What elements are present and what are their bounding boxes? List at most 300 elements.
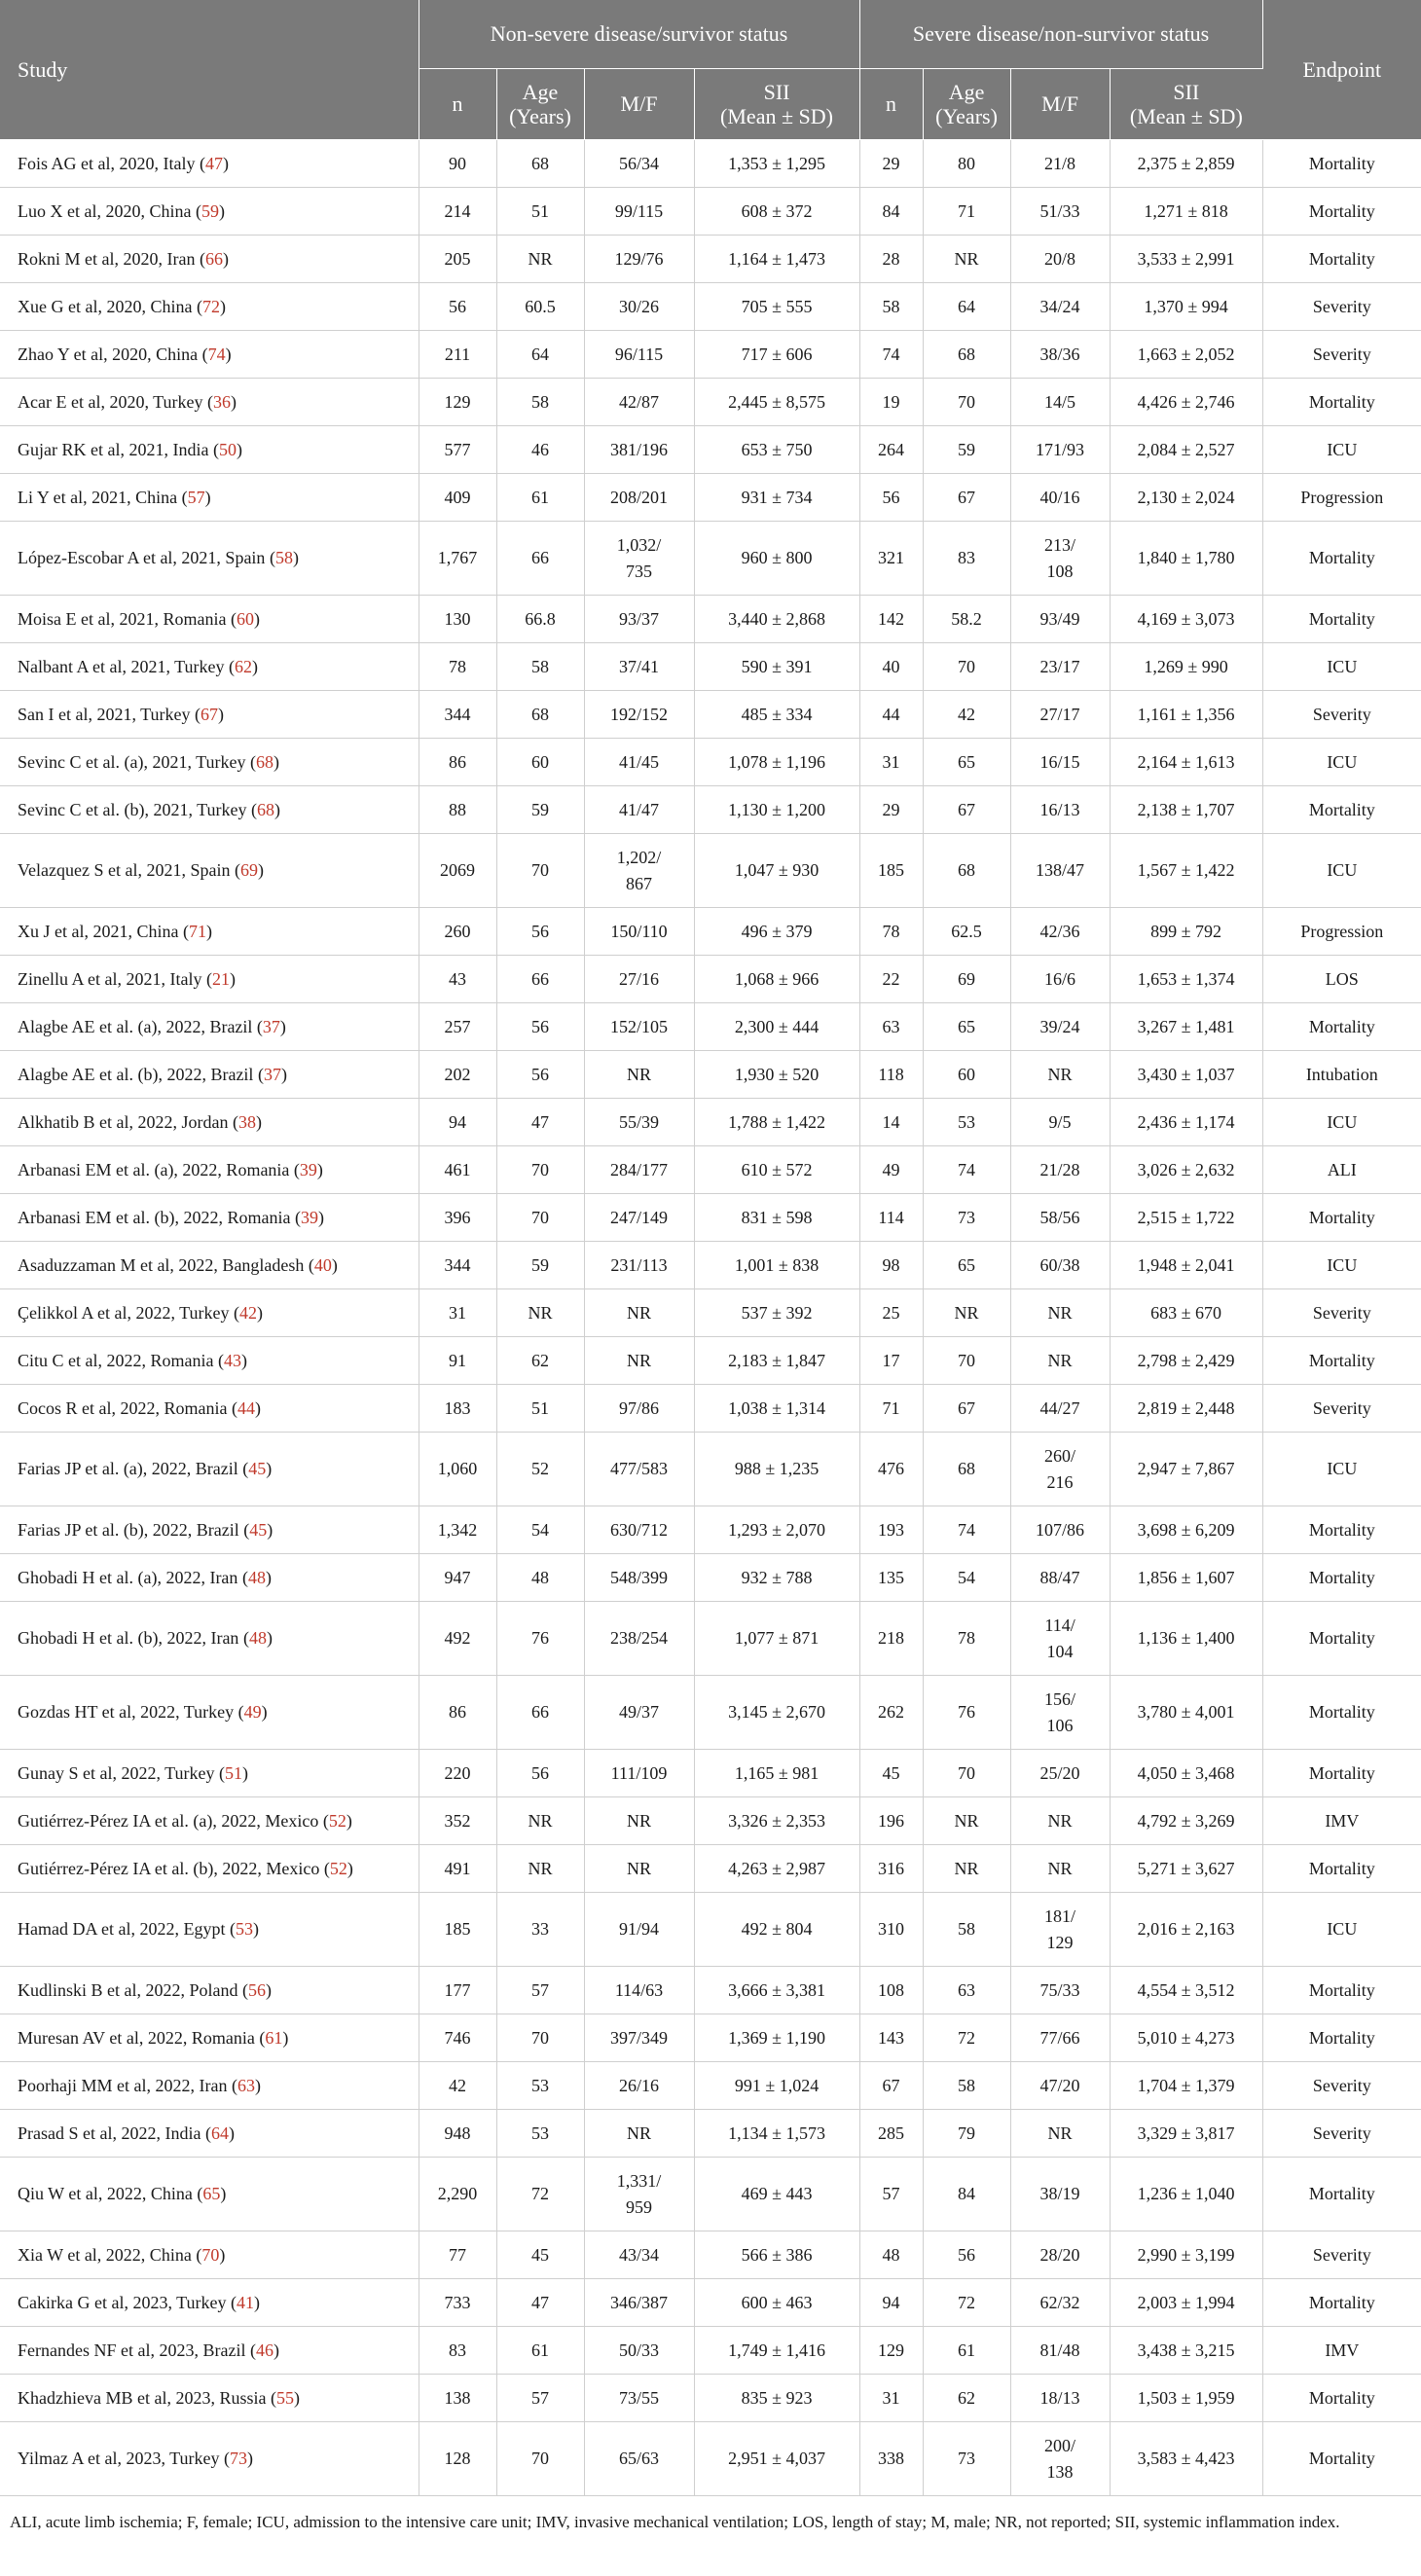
sii-cell: 705 ± 555 [694,283,859,331]
mf-value: 28/20 [1039,2244,1080,2265]
mf-cell [1010,1003,1110,1051]
mf-cell [584,140,694,188]
mf-cell [584,1194,694,1242]
reference-link[interactable]: 70 [201,2244,220,2265]
header-age-label: Age [948,79,985,104]
sii-cell: 1,165 ± 981 [694,1750,859,1797]
reference-link[interactable]: 56 [248,1979,266,2000]
reference-link[interactable]: 21 [211,968,230,989]
study-cell: Alagbe AE et al. (b), 2022, Brazil (37) [0,1051,419,1099]
age-cell: 61 [923,2327,1010,2375]
study-name: Velazquez S et al, 2021, Spain [18,860,235,880]
study-cell: Citu C et al, 2022, Romania (43) [0,1337,419,1385]
endpoint-cell: Severity [1262,691,1421,739]
mf-cell [584,1337,694,1385]
mf-cell [1010,1554,1110,1602]
sii-cell: 1,567 ± 1,422 [1110,834,1262,908]
n-cell: 78 [859,908,923,956]
n-cell: 138 [419,2375,496,2422]
reference-link[interactable]: 59 [200,200,219,221]
reference-link[interactable]: 46 [255,2340,273,2360]
mf-value: 51/33 [1039,200,1080,221]
table-body [0,140,1421,2496]
n-cell: 74 [859,331,923,379]
endpoint-cell: Mortality [1262,236,1421,283]
study-cell: Farias JP et al. (b), 2022, Brazil (45) [0,1506,419,1554]
mf-value: 34/24 [1039,296,1080,316]
sii-cell: 1,503 ± 1,959 [1110,2375,1262,2422]
mf-cell [1010,1797,1110,1845]
n-cell: 260 [419,908,496,956]
age-cell: NR [496,1797,584,1845]
mf-value: 38/19 [1039,2184,1080,2203]
mf-cell [1010,379,1110,426]
sii-cell: 3,145 ± 2,670 [694,1676,859,1750]
mf-value: 260/ [1044,1445,1076,1466]
mf-value: 77/66 [1039,2027,1080,2048]
age-cell: 59 [923,426,1010,474]
n-cell: 344 [419,691,496,739]
reference-link[interactable]: 57 [187,487,205,507]
study-name: Alagbe AE et al. (b), 2022, Brazil [18,1064,258,1084]
reference-link[interactable]: 51 [225,1762,242,1783]
sii-cell: 1,130 ± 1,200 [694,786,859,834]
endpoint-cell: Severity [1262,2062,1421,2110]
sii-cell: 3,267 ± 1,481 [1110,1003,1262,1051]
mf-cell [584,1554,694,1602]
mf-cell [584,834,694,908]
sii-cell: 831 ± 598 [694,1194,859,1242]
study-cell: Fernandes NF et al, 2023, Brazil (46) [0,2327,419,2375]
sii-cell: 5,010 ± 4,273 [1110,2014,1262,2062]
sii-cell: 1,077 ± 871 [694,1602,859,1676]
mf-value: 93/37 [618,608,659,629]
study-name: López-Escobar A et al, 2021, Spain [18,548,270,567]
reference-link[interactable]: 61 [265,2027,283,2048]
mf-value: 65/63 [618,2449,659,2468]
mf-cell [1010,2375,1110,2422]
reference-link[interactable]: 43 [223,1350,241,1370]
endpoint-cell: IMV [1262,1797,1421,1845]
table-row [0,379,1421,426]
sii-cell: 1,269 ± 990 [1110,643,1262,691]
mf-value: 37/41 [618,656,659,676]
n-cell: 220 [419,1750,496,1797]
sii-cell: 3,780 ± 4,001 [1110,1676,1262,1750]
age-cell: 62 [496,1337,584,1385]
age-cell: 68 [923,331,1010,379]
mf-value: 41/47 [618,799,659,819]
mf-value: 38/36 [1039,344,1080,364]
table-row [0,1433,1421,1506]
mf-value: 346/387 [609,2292,668,2312]
mf-value: 104 [1046,1641,1074,1661]
mf-value: 106 [1046,1715,1074,1735]
age-cell: 53 [923,1099,1010,1146]
study-name: Arbanasi EM et al. (b), 2022, Romania [18,1207,295,1227]
reference-link[interactable]: 63 [237,2075,255,2095]
mf-cell [1010,1337,1110,1385]
mf-cell [1010,2062,1110,2110]
mf-cell [1010,1506,1110,1554]
sii-cell: 3,583 ± 4,423 [1110,2422,1262,2496]
reference-link[interactable]: 74 [207,344,226,364]
mf-value: NR [626,1064,651,1084]
reference-link[interactable]: 37 [263,1064,281,1084]
endpoint-cell: ICU [1262,739,1421,786]
study-name: Cakirka G et al, 2023, Turkey [18,2292,231,2312]
mf-value: 867 [626,873,652,893]
n-cell: 285 [859,2110,923,2158]
mf-value: 25/20 [1039,1762,1080,1783]
mf-cell [1010,283,1110,331]
sii-cell: 1,164 ± 1,473 [694,236,859,283]
reference-link[interactable]: 36 [212,391,231,412]
mf-cell [584,1051,694,1099]
study-cell: Ghobadi H et al. (a), 2022, Iran (48) [0,1554,419,1602]
n-cell: 130 [419,596,496,643]
reference-link[interactable]: 62 [235,656,252,676]
mf-cell [584,596,694,643]
age-cell: 70 [496,834,584,908]
table-row [0,2327,1421,2375]
mf-value: NR [1047,1064,1073,1084]
endpoint-cell: Intubation [1262,1051,1421,1099]
reference-link[interactable]: 44 [237,1397,255,1418]
header-age-unit: (Years) [935,104,998,128]
mf-value: 156/ [1044,1688,1076,1709]
n-cell: 948 [419,2110,496,2158]
mf-value: NR [1047,2122,1073,2143]
endpoint-cell: ICU [1262,1433,1421,1506]
mf-value: 96/115 [614,344,664,364]
mf-cell [584,474,694,522]
sii-cell: 2,016 ± 2,163 [1110,1893,1262,1967]
table-row [0,236,1421,283]
age-cell: 70 [923,1750,1010,1797]
study-name: Hamad DA et al, 2022, Egypt [18,1919,230,1939]
study-cell: Zhao Y et al, 2020, China (74) [0,331,419,379]
study-cell: Sevinc C et al. (b), 2021, Turkey (68) [0,786,419,834]
mf-cell [584,1893,694,1967]
n-cell: 1,342 [419,1506,496,1554]
age-cell: 33 [496,1893,584,1967]
study-cell: Fois AG et al, 2020, Italy (47) [0,140,419,188]
reference-link[interactable]: 67 [200,704,218,724]
reference-link[interactable]: 64 [210,2122,229,2143]
reference-link[interactable]: 39 [300,1207,318,1227]
reference-link[interactable]: 45 [248,1459,267,1478]
reference-link[interactable]: 68 [257,799,274,819]
n-cell: 91 [419,1337,496,1385]
mf-cell [584,2014,694,2062]
mf-cell [1010,2231,1110,2279]
sii-cell: 1,293 ± 2,070 [694,1506,859,1554]
age-cell: NR [496,236,584,283]
table-row [0,1967,1421,2014]
sii-cell: 2,798 ± 2,429 [1110,1337,1262,1385]
age-cell: 60 [923,1051,1010,1099]
n-cell: 321 [859,522,923,596]
study-cell: Khadzhieva MB et al, 2023, Russia (55) [0,2375,419,2422]
mf-value: 381/196 [609,439,668,459]
n-cell: 218 [859,1602,923,1676]
study-name: Farias JP et al. (b), 2022, Brazil [18,1519,244,1540]
sii-cell: 932 ± 788 [694,1554,859,1602]
age-cell: 61 [496,474,584,522]
table-row [0,2279,1421,2327]
reference-link[interactable]: 41 [236,2292,254,2312]
study-cell: Gutiérrez-Pérez IA et al. (b), 2022, Mexico (52) [0,1845,419,1893]
sii-cell: 991 ± 1,024 [694,2062,859,2110]
reference-link[interactable]: 73 [230,2449,248,2468]
study-name: Acar E et al, 2020, Turkey [18,391,207,412]
endpoint-cell: Severity [1262,2231,1421,2279]
table-row [0,474,1421,522]
mf-value: 27/16 [618,968,659,989]
mf-cell [1010,908,1110,956]
mf-value: 26/16 [618,2075,659,2095]
endpoint-cell: Mortality [1262,1676,1421,1750]
reference-link[interactable]: 69 [239,860,258,880]
age-cell: 52 [496,1433,584,1506]
mf-cell [584,786,694,834]
age-cell: 46 [496,426,584,474]
study-name: San I et al, 2021, Turkey [18,704,195,724]
study-cell: Poorhaji MM et al, 2022, Iran (63) [0,2062,419,2110]
table-footnote: ALI, acute limb ischemia; F, female; ICU, admission to the intensive care unit; IMV, invasive mechanical ventilation; LOS, length of stay; M, male; NR, not reported; SII, systemic inflammation index. [10,2513,1340,2531]
n-cell: 94 [419,1099,496,1146]
age-cell: 66 [496,1676,584,1750]
mf-cell [584,1506,694,1554]
table-row [0,1797,1421,1845]
mf-cell [1010,331,1110,379]
mf-value: 1,032/ [616,534,662,555]
reference-link[interactable]: 37 [262,1016,280,1036]
mf-cell [1010,1194,1110,1242]
age-cell: 67 [923,474,1010,522]
n-cell: 396 [419,1194,496,1242]
mf-value: 58/56 [1039,1207,1080,1227]
mf-value: 88/47 [1039,1567,1080,1587]
reference-link[interactable]: 45 [249,1519,268,1540]
mf-cell [1010,1602,1110,1676]
reference-link[interactable]: 52 [329,1858,347,1878]
reference-link[interactable]: 60 [236,608,254,629]
reference-link[interactable]: 47 [205,153,223,173]
n-cell: 409 [419,474,496,522]
reference-link[interactable]: 71 [188,921,206,941]
reference-link[interactable]: 38 [237,1111,256,1132]
endpoint-cell: Mortality [1262,140,1421,188]
mf-value: 27/17 [1039,704,1080,724]
n-cell: 43 [419,956,496,1003]
reference-link[interactable]: 66 [204,248,223,269]
age-cell: 71 [923,188,1010,236]
mf-value: 39/24 [1039,1016,1080,1036]
endpoint-cell: Mortality [1262,2279,1421,2327]
mf-value: 42/87 [618,391,659,412]
study-name: Prasad S et al, 2022, India [18,2122,205,2143]
study-cell: Arbanasi EM et al. (b), 2022, Romania (39) [0,1194,419,1242]
n-cell: 94 [859,2279,923,2327]
study-cell: Acar E et al, 2020, Turkey (36) [0,379,419,426]
reference-link[interactable]: 48 [247,1567,266,1587]
age-cell: 70 [923,643,1010,691]
reference-link[interactable]: 49 [243,1702,262,1722]
mf-value: 62/32 [1039,2292,1080,2312]
sii-cell: 4,426 ± 2,746 [1110,379,1262,426]
n-cell: 205 [419,236,496,283]
sii-cell: 1,236 ± 1,040 [1110,2158,1262,2231]
reference-link[interactable]: 42 [239,1302,258,1323]
mf-value: NR [1047,1302,1073,1323]
study-cell: Gozdas HT et al, 2022, Turkey (49) [0,1676,419,1750]
n-cell: 31 [859,739,923,786]
mf-value: 630/712 [609,1519,668,1540]
reference-link[interactable]: 68 [255,751,273,772]
age-cell: 70 [496,2422,584,2496]
mf-value: 23/17 [1039,656,1080,676]
mf-cell [584,2327,694,2375]
n-cell: 71 [859,1385,923,1433]
reference-link[interactable]: 52 [328,1810,346,1831]
sii-cell: 608 ± 372 [694,188,859,236]
mf-value: 108 [1046,561,1074,581]
study-cell: Farias JP et al. (a), 2022, Brazil (45) [0,1433,419,1506]
age-cell: 72 [923,2279,1010,2327]
table-row [0,1242,1421,1289]
n-cell: 49 [859,1146,923,1194]
study-cell: Xu J et al, 2021, China (71) [0,908,419,956]
age-cell: 74 [923,1146,1010,1194]
mf-value: 40/16 [1039,487,1080,507]
n-cell: 135 [859,1554,923,1602]
sii-cell: 3,026 ± 2,632 [1110,1146,1262,1194]
endpoint-cell: Mortality [1262,2014,1421,2062]
mf-value: 1,331/ [616,2170,662,2191]
mf-cell [1010,1146,1110,1194]
reference-link[interactable]: 50 [218,439,237,459]
reference-link[interactable]: 53 [235,1919,253,1939]
mf-cell [1010,643,1110,691]
mf-cell [1010,739,1110,786]
sii-cell: 590 ± 391 [694,643,859,691]
age-cell: 73 [923,1194,1010,1242]
mf-cell [584,1676,694,1750]
n-cell: 352 [419,1797,496,1845]
age-cell: 84 [923,2158,1010,2231]
study-cell: Alkhatib B et al, 2022, Jordan (38) [0,1099,419,1146]
header-age [496,69,584,140]
header-sii-unit: (Mean ± SD) [1129,104,1243,128]
sii-cell: 1,136 ± 1,400 [1110,1602,1262,1676]
header-sii-unit: (Mean ± SD) [720,104,833,128]
age-cell: 62 [923,2375,1010,2422]
n-cell: 44 [859,691,923,739]
age-cell: 70 [923,1337,1010,1385]
n-cell: 177 [419,1967,496,2014]
n-cell: 476 [859,1433,923,1506]
study-cell: Asaduzzaman M et al, 2022, Bangladesh (40) [0,1242,419,1289]
reference-link[interactable]: 55 [275,2387,294,2408]
study-name: Arbanasi EM et al. (a), 2022, Romania [18,1159,294,1179]
reference-link[interactable]: 58 [274,548,293,567]
age-cell: 65 [923,739,1010,786]
mf-cell [1010,596,1110,643]
study-name: Yilmaz A et al, 2023, Turkey [18,2449,225,2468]
endpoint-cell: Mortality [1262,1845,1421,1893]
n-cell: 196 [859,1797,923,1845]
sii-cell: 2,300 ± 444 [694,1003,859,1051]
sii-cell: 2,130 ± 2,024 [1110,474,1262,522]
age-cell: 54 [496,1506,584,1554]
age-cell: 56 [923,2231,1010,2279]
n-cell: 31 [419,1289,496,1337]
endpoint-cell: Progression [1262,908,1421,956]
table-row [0,1289,1421,1337]
mf-cell [1010,1676,1110,1750]
reference-link[interactable]: 72 [201,296,220,316]
endpoint-cell: ALI [1262,1146,1421,1194]
study-name: Gozdas HT et al, 2022, Turkey [18,1702,238,1722]
table-row [0,2158,1421,2231]
n-cell: 90 [419,140,496,188]
study-cell: Çelikkol A et al, 2022, Turkey (42) [0,1289,419,1337]
age-cell: 47 [496,1099,584,1146]
age-cell: 59 [496,786,584,834]
age-cell: 70 [496,1146,584,1194]
endpoint-cell: ICU [1262,1893,1421,1967]
study-name: Gujar RK et al, 2021, India [18,439,213,459]
header-age-label: Age [522,79,559,104]
mf-cell [584,1385,694,1433]
age-cell: 70 [496,2014,584,2062]
age-cell: 68 [923,1433,1010,1506]
reference-link[interactable]: 65 [202,2184,221,2203]
age-cell: 74 [923,1506,1010,1554]
age-cell: 57 [496,2375,584,2422]
age-cell: 64 [923,283,1010,331]
n-cell: 211 [419,331,496,379]
age-cell: 63 [923,1967,1010,2014]
mf-value: 20/8 [1044,248,1076,269]
study-name: Ghobadi H et al. (b), 2022, Iran [18,1628,243,1648]
table-row [0,1051,1421,1099]
table-row [0,2375,1421,2422]
reference-link[interactable]: 40 [313,1254,332,1275]
endpoint-cell: Mortality [1262,786,1421,834]
endpoint-cell: Mortality [1262,188,1421,236]
sii-cell: 1,068 ± 966 [694,956,859,1003]
n-cell: 1,767 [419,522,496,596]
age-cell: 60 [496,739,584,786]
age-cell: 53 [496,2062,584,2110]
header-group-non-severe: Non-severe disease/survivor status [419,0,859,69]
age-cell: 58 [496,379,584,426]
endpoint-cell: ICU [1262,1099,1421,1146]
mf-value: 91/94 [618,1919,659,1939]
sii-cell: 931 ± 734 [694,474,859,522]
age-cell: 79 [923,2110,1010,2158]
mf-cell [584,2279,694,2327]
reference-link[interactable]: 39 [299,1159,317,1179]
reference-link[interactable]: 48 [248,1628,267,1648]
mf-value: 44/27 [1039,1397,1080,1418]
study-name: Khadzhieva MB et al, 2023, Russia [18,2387,271,2408]
study-name: Nalbant A et al, 2021, Turkey [18,656,229,676]
mf-cell [584,283,694,331]
